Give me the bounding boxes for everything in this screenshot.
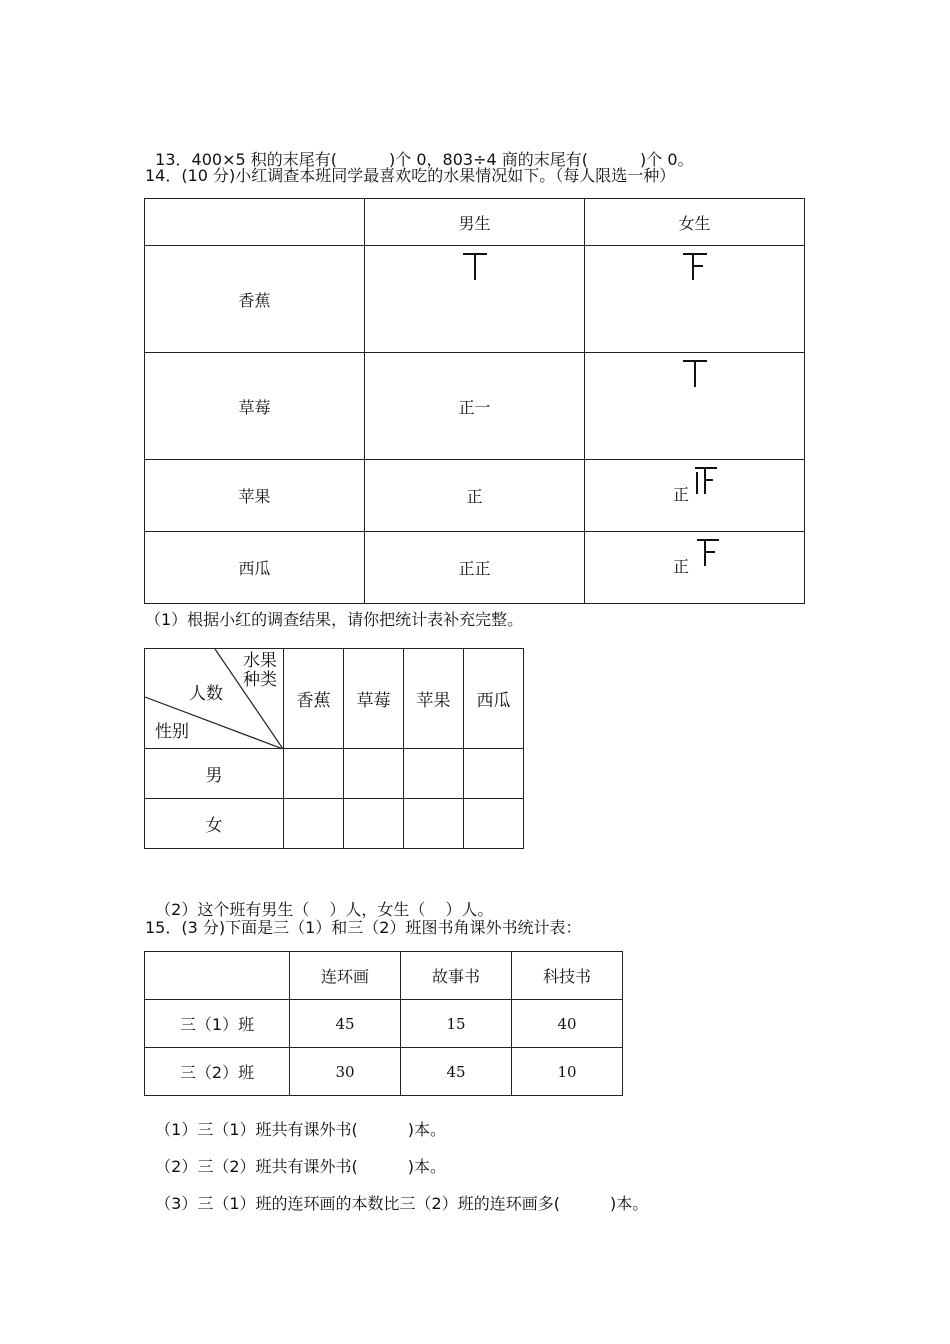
survey-header-boys: 男生 (365, 199, 585, 246)
books-table (144, 951, 623, 1096)
corner-label-fruit: 水果 (243, 651, 277, 671)
stats-col-apple: 苹果 (404, 649, 464, 749)
q15-sub2-part1: （2）三（2）班共有课外书( (155, 1157, 358, 1176)
q14-sub2-part2: ）人，女生（ (329, 900, 426, 919)
stats-cell-girl-apple[interactable] (404, 799, 464, 849)
tally-mark-icon (681, 357, 711, 389)
q15-sub1 (145, 1100, 446, 1140)
books-class1-science: 40 (512, 1000, 623, 1048)
books-class2-stories: 45 (401, 1048, 512, 1096)
stats-cell-girl-strawberry[interactable] (344, 799, 404, 849)
stats-corner-cell (145, 649, 284, 749)
survey-header-blank (145, 199, 365, 246)
stats-cell-girl-banana[interactable] (284, 799, 344, 849)
books-class2-comics: 30 (290, 1048, 401, 1096)
survey-table (144, 198, 805, 604)
q13-part1: 400×5 积的末尾有( (191, 150, 338, 169)
q14-sub1: （1）根据小红的调查结果，请你把统计表补充完整。 (145, 610, 524, 629)
q13-part3: )个 0。 (639, 150, 694, 169)
books-header-science: 科技书 (512, 952, 623, 1000)
survey-boy-watermelon: 正正 (365, 532, 585, 604)
stats-cell-boy-banana[interactable] (284, 749, 344, 799)
survey-fruit-banana: 香蕉 (145, 246, 365, 353)
q15-sub1-part2: )本。 (407, 1120, 447, 1139)
q15-sub2 (145, 1137, 446, 1177)
survey-fruit-watermelon: 西瓜 (145, 532, 365, 604)
stats-table (144, 648, 524, 849)
tally-mark-icon (689, 464, 719, 496)
stats-col-banana: 香蕉 (284, 649, 344, 749)
tally-mark-icon (461, 250, 491, 282)
question-14-title: 14．(10 分)小红调查本班同学最喜欢吃的水果情况如下。（每人限选一种） (145, 166, 676, 185)
survey-girl-apple (585, 460, 805, 532)
books-class1-comics: 45 (290, 1000, 401, 1048)
q13-number: 13． (155, 150, 192, 169)
q14-sub2-part1: （2）这个班有男生（ (155, 900, 310, 919)
survey-fruit-strawberry: 草莓 (145, 353, 365, 460)
q14-sub2-part3: ）人。 (445, 900, 494, 919)
books-row-class-1: 三（1）班 (145, 1000, 290, 1048)
survey-girl-strawberry (585, 353, 805, 460)
books-row-class-2: 三（2）班 (145, 1048, 290, 1096)
survey-boy-apple: 正 (365, 460, 585, 532)
question-15-title: 15．(3 分)下面是三（1）和三（2）班图书角课外书统计表： (145, 918, 582, 937)
question-13 (145, 130, 694, 170)
books-header-comics: 连环画 (290, 952, 401, 1000)
stats-cell-girl-watermelon[interactable] (464, 799, 524, 849)
stats-col-strawberry: 草莓 (344, 649, 404, 749)
survey-girl-watermelon (585, 532, 805, 604)
survey-boy-banana (365, 246, 585, 353)
stats-cell-boy-apple[interactable] (404, 749, 464, 799)
books-class2-science: 10 (512, 1048, 623, 1096)
q15-sub3-part1: （3）三（1）班的连环画的本数比三（2）班的连环画多( (155, 1194, 560, 1213)
tally-mark-icon (681, 250, 711, 282)
survey-header-girls: 女生 (585, 199, 805, 246)
survey-girl-watermelon-text: 正 (673, 557, 690, 576)
corner-label-count: 人数 (189, 684, 223, 704)
books-header-blank (145, 952, 290, 1000)
stats-row-boys: 男 (145, 749, 284, 799)
survey-girl-banana (585, 246, 805, 353)
stats-cell-boy-watermelon[interactable] (464, 749, 524, 799)
q14-sub2 (145, 880, 493, 920)
survey-fruit-apple: 苹果 (145, 460, 365, 532)
tally-mark-icon (693, 536, 723, 568)
survey-boy-strawberry: 正一 (365, 353, 585, 460)
q15-sub2-part2: )本。 (407, 1157, 447, 1176)
q15-sub1-part1: （1）三（1）班共有课外书( (155, 1120, 358, 1139)
q15-sub3 (145, 1174, 648, 1214)
books-class1-stories: 15 (401, 1000, 512, 1048)
books-header-stories: 故事书 (401, 952, 512, 1000)
stats-row-girls: 女 (145, 799, 284, 849)
q15-sub3-part2: )本。 (609, 1194, 649, 1213)
stats-cell-boy-strawberry[interactable] (344, 749, 404, 799)
q13-part2: )个 0，803÷4 商的末尾有( (389, 150, 588, 169)
survey-girl-apple-text: 正 (673, 485, 690, 504)
stats-col-watermelon: 西瓜 (464, 649, 524, 749)
corner-label-gender: 性别 (155, 722, 189, 742)
corner-label-kind: 种类 (243, 670, 277, 690)
